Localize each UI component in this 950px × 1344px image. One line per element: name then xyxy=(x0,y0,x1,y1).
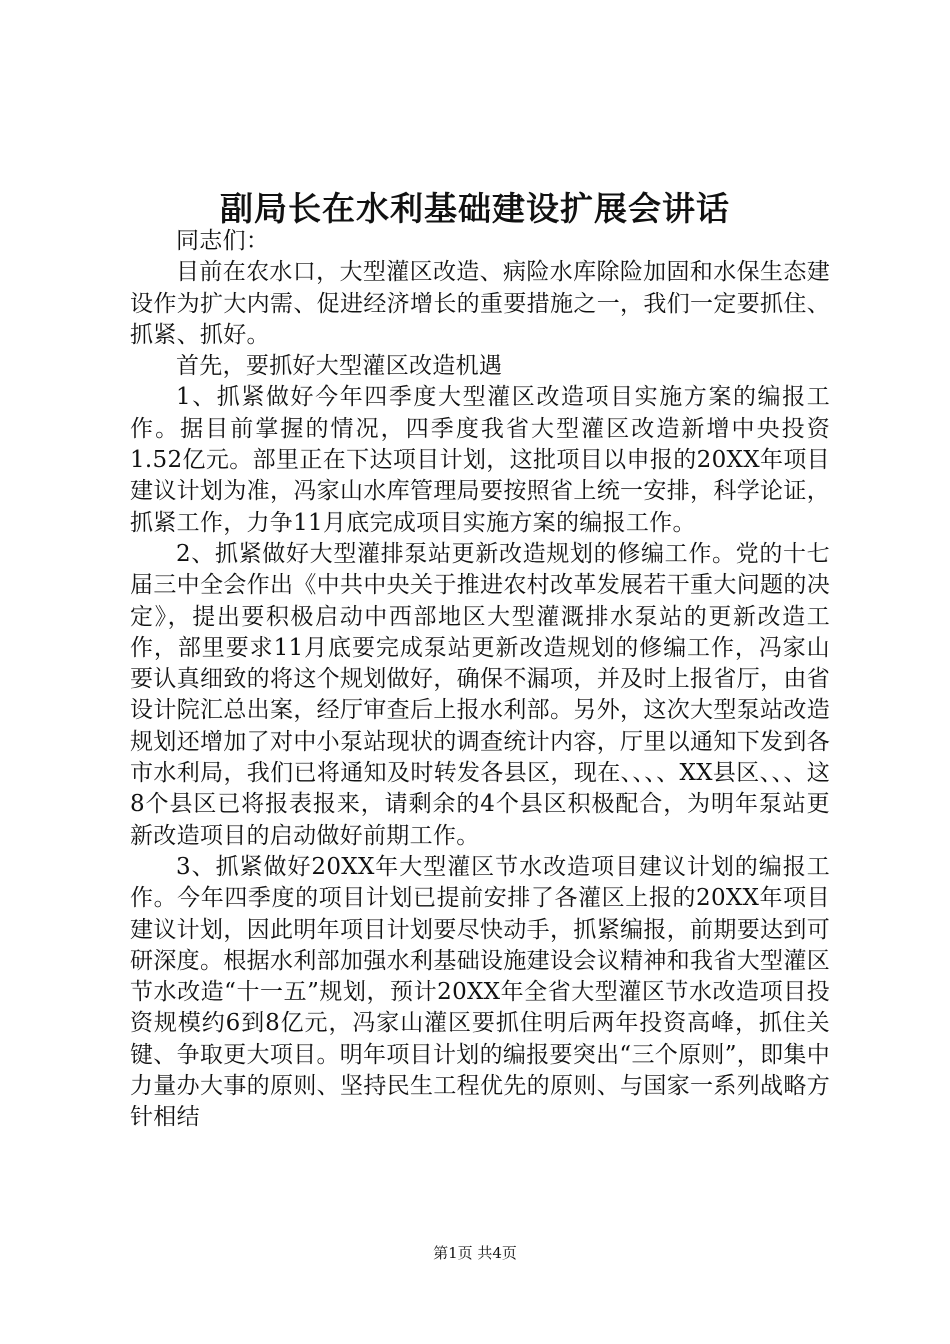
page-footer: 第1页 共4页 xyxy=(433,1244,517,1262)
document-body xyxy=(130,226,830,1134)
paragraph-item-3: 3、抓紧做好20XX年大型灌区节水改造项目建议计划的编报工作。今年四季度的项目计划已提前安排了各灌区上报的20XX年项目建议计划，因此明年项目计划要尽快动手，抓紧编报，前期要达到可研深度。根据水利部加强水利基础设施建设会议精神和我省大型灌区节水改造“十一五”规划，预计20XX年全省大型灌区节水改造项目投资规模约6到8亿元，冯家山灌区要抓住明后两年投资高峰，抓住关键、争取更大项目。明年项目计划的编报要突出“三个原则”，即集中力量办大事的原则、坚持民生工程优先的原则、与国家一系列战略方针相结 xyxy=(130,853,830,1131)
paragraph-item-2: 2、抓紧做好大型灌排泵站更新改造规划的修编工作。党的十七届三中全会作出《中共中央关于推进农村改革发展若干重大问题的决定》，提出要积极启动中西部地区大型灌溉排水泵站的更新改造工作，部里要求11月底要完成泵站更新改造规划的修编工作，冯家山要认真细致的将这个规划做好，确保不漏项，并及时上报省厅，由省设计院汇总出案，经厅审查后上报水利部。另外，这次大型泵站改造规划还增加了对中小泵站现状的调查统计内容，厅里以通知下发到各市水利局，我们已将通知及时转发各县区，现在、、、、XX县区、、、这8个县区已将报表报来，请剩余的4个县区积极配合，为明年泵站更新改造项目的启动做好前期工作。 xyxy=(130,540,830,849)
document-title: 副局长在水利基础建设扩展会讲话 xyxy=(220,189,730,228)
paragraph-heading-first: 首先，要抓好大型灌区改造机遇 xyxy=(176,353,503,380)
paragraph-item-1: 1、抓紧做好今年四季度大型灌区改造项目实施方案的编报工作。据目前掌握的情况，四季度我省大型灌区改造新增中央投资1.52亿元。部里正在下达项目计划，这批项目以申报的20XX年项目建议计划为准，冯家山水库管理局要按照省上统一安排，科学论证，抓紧工作，力争11月底完成项目实施方案的编报工作。 xyxy=(130,384,830,536)
paragraph-salutation: 同志们： xyxy=(176,228,270,254)
paragraph-intro: 目前在农水口，大型灌区改造、病险水库除险加固和水保生态建设作为扩大内需、促进经济增长的重要措施之一，我们一定要抓住、抓紧、抓好。 xyxy=(130,259,830,348)
